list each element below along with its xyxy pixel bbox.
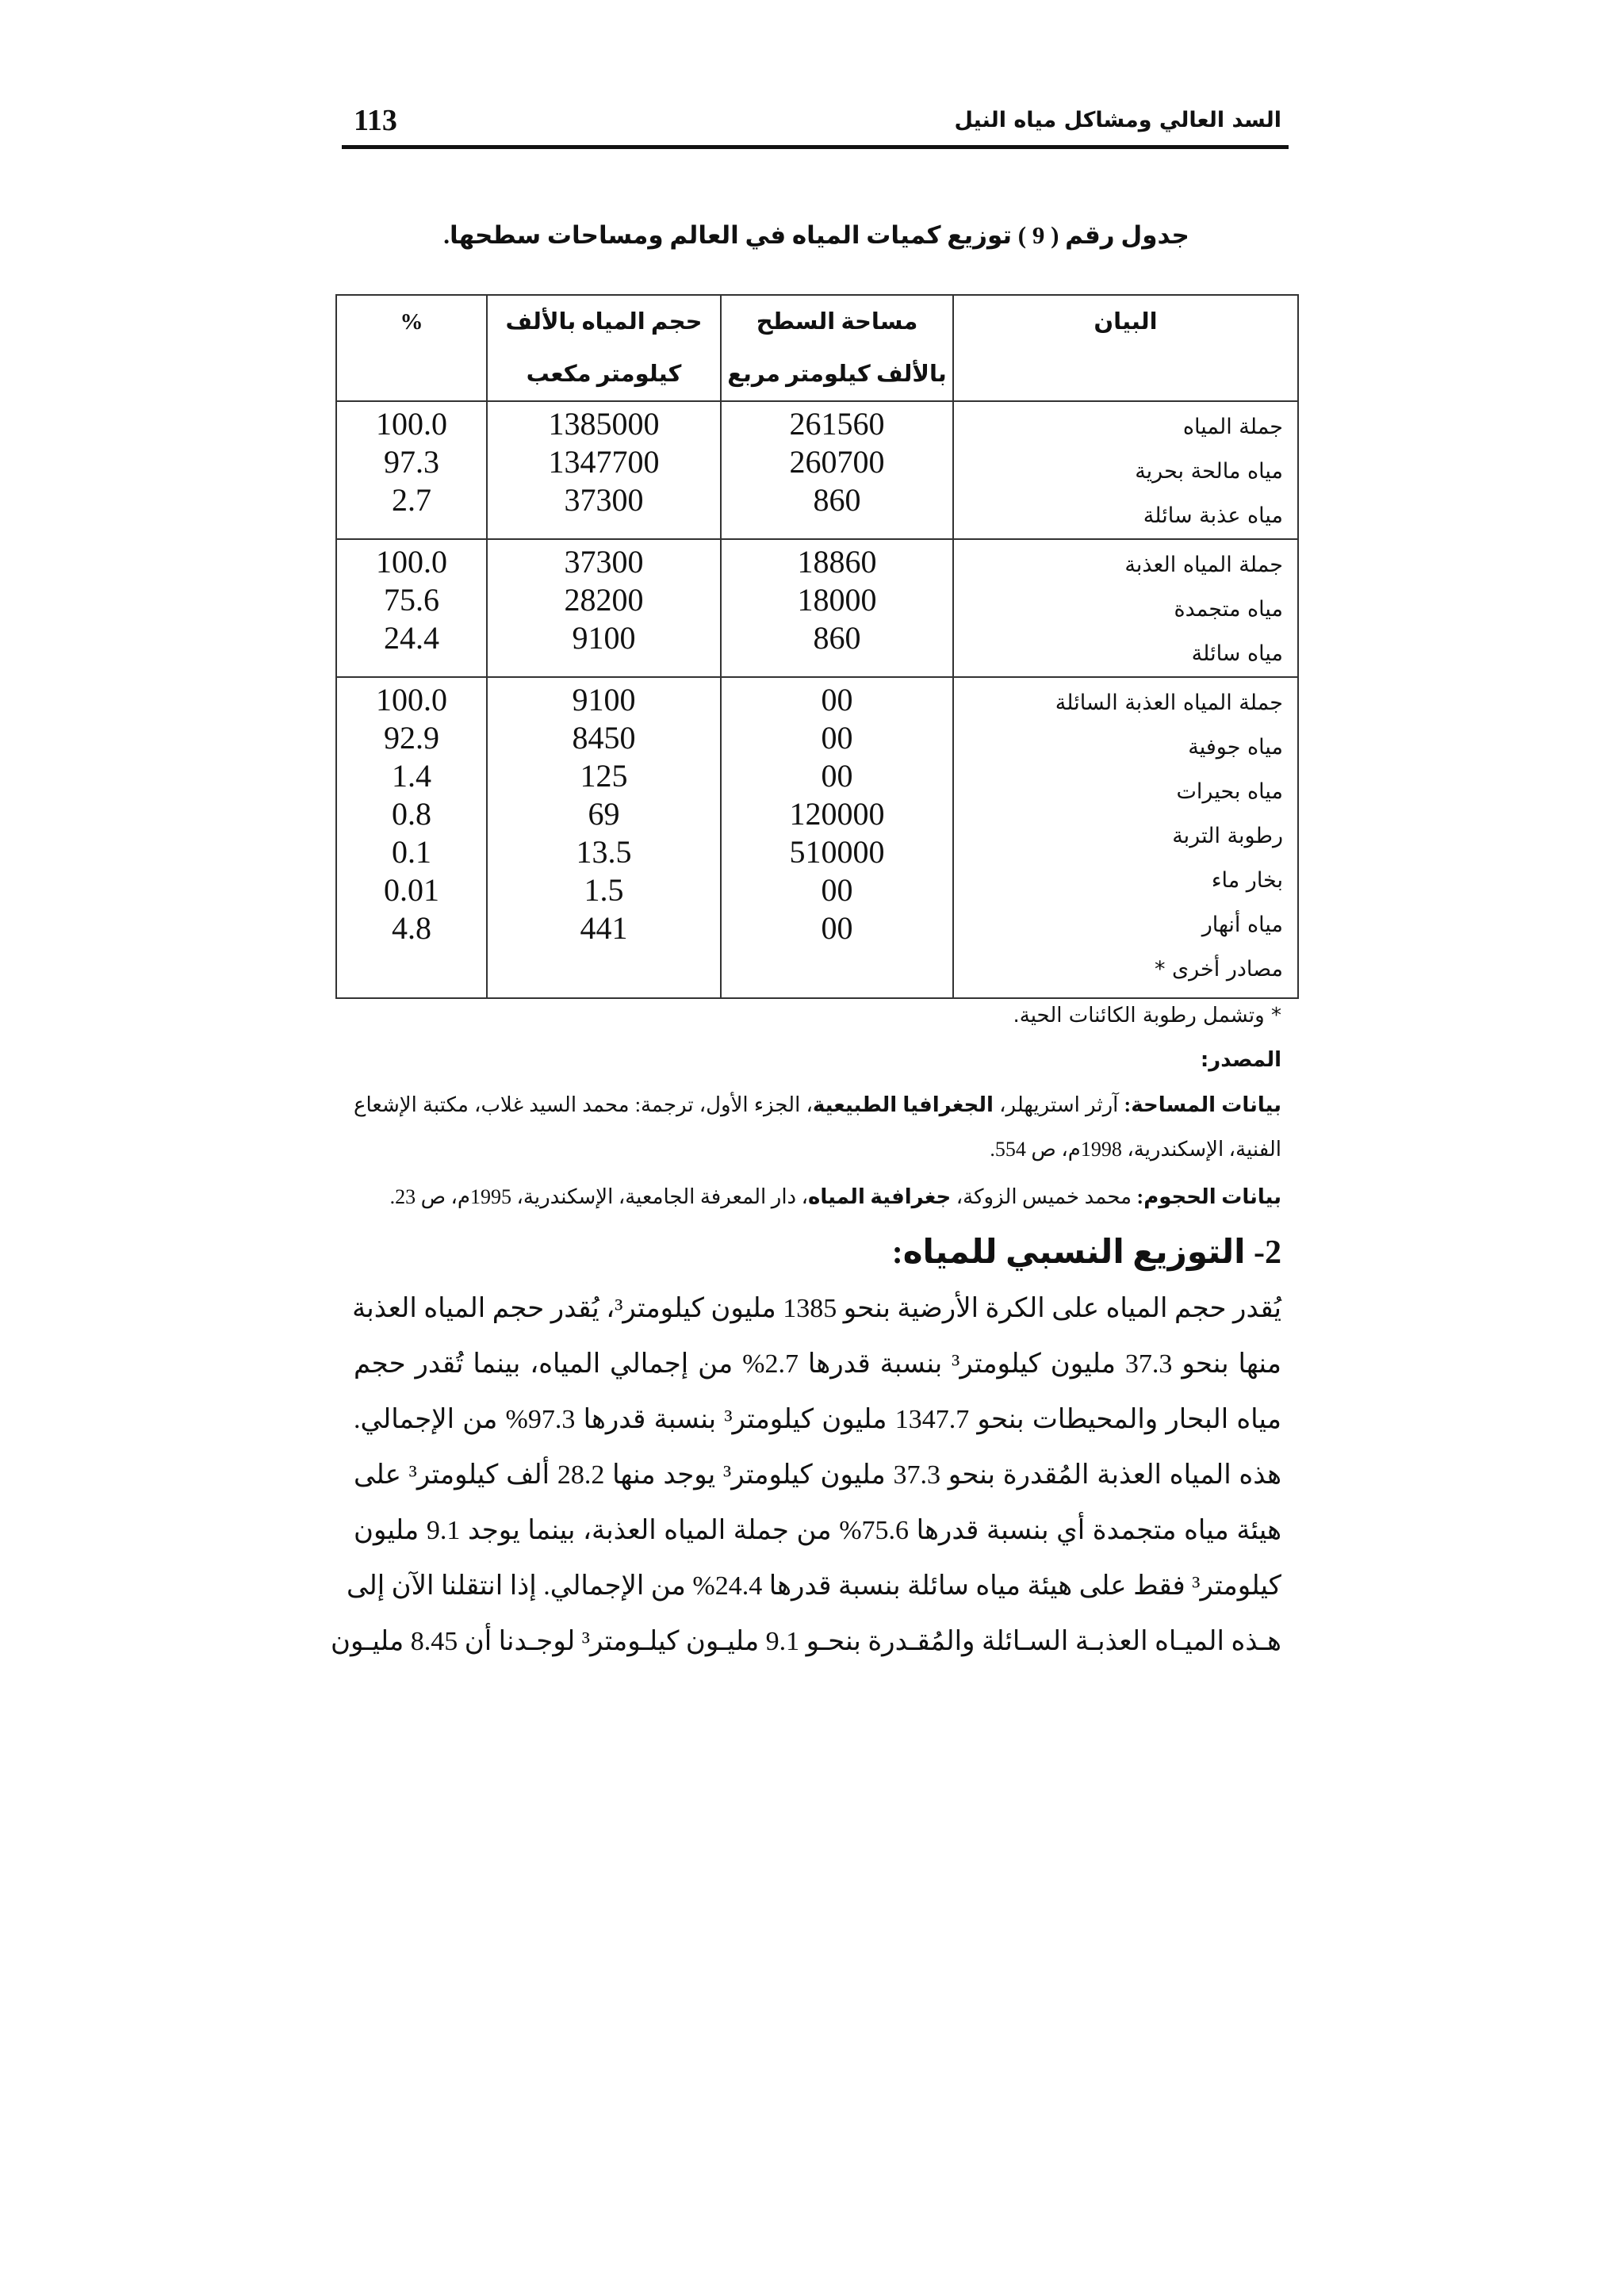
column-header-percent <box>336 295 487 401</box>
water-volume-value: 28200 <box>564 582 644 618</box>
surface-area-value: 860 <box>813 482 861 518</box>
percent-value: 1.4 <box>392 758 431 794</box>
paragraph-line: مياه البحار والمحيطات بنحو 1347.7 مليون كيلومتر³ بنسبة قدرها 97.3% من الإجمالي. <box>354 1405 1282 1434</box>
water-volume-value: 125 <box>580 758 628 794</box>
surface-area-value: 120000 <box>789 796 885 832</box>
source-volume-author: محمد خميس الزوكة، <box>951 1185 1137 1208</box>
surface-area-cell <box>721 401 953 539</box>
percent-value: 92.9 <box>384 720 439 756</box>
percent-value: 100.0 <box>376 406 447 442</box>
surface-area-cell <box>721 677 953 998</box>
percent-value: 0.01 <box>384 872 439 908</box>
row-label: جملة المياه <box>1182 415 1283 439</box>
row-label: مياه عذبة سائلة <box>1143 503 1283 528</box>
row-label: مصادر أخرى * <box>1154 957 1283 982</box>
row-label: مياه سائلة <box>1191 641 1283 666</box>
percent-value: 100.0 <box>376 682 447 718</box>
table-group-2 <box>336 539 1298 677</box>
surface-area-value: 260700 <box>789 444 885 480</box>
table-body <box>336 401 1298 998</box>
water-volume-value: 441 <box>580 910 628 946</box>
surface-area-value: 00 <box>821 872 853 908</box>
water-distribution-table <box>335 294 1299 999</box>
column-header-water-volume-line2: كيلومتر مكعب <box>526 362 682 387</box>
row-label: مياه مالحة بحرية <box>1135 459 1283 484</box>
column-header-item-line1: البيان <box>1094 309 1158 335</box>
surface-area-value: 00 <box>821 758 853 794</box>
source-volume-title: جغرافية المياه <box>808 1185 952 1208</box>
water-volume-value: 9100 <box>572 620 636 656</box>
column-header-surface-area-line2: بالألف كيلومتر مربع <box>727 362 947 387</box>
source-area-continuation: الفنية، الإسكندرية، 1998م، ص 554. <box>990 1138 1281 1161</box>
water-volume-value: 1347700 <box>548 444 660 480</box>
water-volume-value: 37300 <box>564 544 644 580</box>
column-header-water-volume <box>487 295 721 401</box>
body-paragraph <box>331 1281 1282 1670</box>
percent-cell <box>336 539 487 677</box>
source-area-title: الجغرافيا الطبيعية <box>812 1093 994 1116</box>
running-title: السد العالي ومشاكل مياه النيل <box>954 108 1281 132</box>
percent-value: 97.3 <box>384 444 439 480</box>
water-volume-value: 13.5 <box>576 834 632 870</box>
table-group-1 <box>336 401 1298 539</box>
header-rule <box>342 145 1289 149</box>
row-label: بخار ماء <box>1211 868 1283 893</box>
row-label: مياه متجمدة <box>1174 597 1283 622</box>
percent-value: 24.4 <box>384 620 439 656</box>
water-volume-value: 8450 <box>572 720 636 756</box>
section-heading: 2- التوزيع النسبي للمياه: <box>891 1234 1281 1271</box>
surface-area-value: 261560 <box>789 406 885 442</box>
surface-area-value: 00 <box>821 910 853 946</box>
percent-value: 4.8 <box>392 910 431 946</box>
percent-value: 2.7 <box>392 482 431 518</box>
row-label: جملة المياه العذبة <box>1124 553 1283 577</box>
labels-cell <box>953 401 1298 539</box>
table-footnote: * وتشمل رطوبة الكائنات الحية. <box>1013 1004 1281 1027</box>
paragraph-line: هيئة مياه متجمدة أي بنسبة قدرها 75.6% من جملة المياه العذبة، بينما يوجد 9.1 مليون <box>354 1516 1282 1545</box>
surface-area-value: 18860 <box>797 544 877 580</box>
labels-cell <box>953 539 1298 677</box>
percent-value: 100.0 <box>376 544 447 580</box>
surface-area-value: 18000 <box>797 582 877 618</box>
column-header-item <box>953 295 1298 401</box>
source-area-label: بيانات المساحة: <box>1124 1093 1281 1116</box>
paragraph-line: يُقدر حجم المياه على الكرة الأرضية بنحو 1385 مليون كيلومتر³، يُقدر حجم المياه العذبة <box>352 1294 1281 1323</box>
row-label: جملة المياه العذبة السائلة <box>1055 691 1283 715</box>
column-header-percent-line1: % <box>400 309 423 335</box>
source-volume-label: بيانات الحجوم: <box>1136 1185 1281 1208</box>
percent-cell <box>336 677 487 998</box>
table-header-row <box>336 295 1298 401</box>
page-number: 113 <box>354 104 397 137</box>
water-volume-value: 69 <box>588 796 620 832</box>
water-volume-value: 1.5 <box>584 872 624 908</box>
water-volume-value: 1385000 <box>548 406 660 442</box>
water-volume-value: 37300 <box>564 482 644 518</box>
row-label: مياه جوفية <box>1188 735 1283 760</box>
surface-area-value: 00 <box>821 682 853 718</box>
source-volume-rest: ، دار المعرفة الجامعية، الإسكندرية، 1995م، ص 23. <box>389 1185 809 1208</box>
row-label: مياه بحيرات <box>1176 779 1283 804</box>
paragraph-line: هذه المياه العذبة المُقدرة بنحو 37.3 مليون كيلومتر³ يوجد منها 28.2 ألف كيلومتر³ على <box>354 1460 1281 1490</box>
source-area-line <box>354 1089 1281 1121</box>
water-volume-value: 9100 <box>572 682 636 718</box>
labels-cell <box>953 677 1298 998</box>
percent-cell <box>336 401 487 539</box>
column-header-surface-area <box>721 295 953 401</box>
percent-value: 0.8 <box>392 796 431 832</box>
paragraph-line: هـذه الميـاه العذبـة السـائلة والمُقـدرة بنحـو 9.1 مليـون كيلـومتر³ لوجـدنا أن 8.45 مليـون <box>331 1627 1281 1656</box>
column-header-surface-area-line1: مساحة السطح <box>756 309 918 335</box>
source-volume-line <box>354 1181 1281 1213</box>
percent-value: 75.6 <box>384 582 439 618</box>
surface-area-value: 00 <box>821 720 853 756</box>
surface-area-value: 860 <box>813 620 861 656</box>
row-label: رطوبة التربة <box>1172 824 1283 848</box>
paragraph-line: كيلومتر³ فقط على هيئة مياه سائلة بنسبة قدرها 24.4% من الإجمالي. إذا انتقلنا الآن إلى <box>347 1571 1281 1601</box>
paragraph-line: منها بنحو 37.3 مليون كيلومتر³ بنسبة قدرها 2.7% من إجمالي المياه، بينما تُقدر حجم <box>354 1349 1281 1379</box>
column-header-water-volume-line1: حجم المياه بالألف <box>505 309 703 335</box>
percent-value: 0.1 <box>392 834 431 870</box>
water-volume-cell <box>487 677 721 998</box>
source-area-author: آرثر استريهلر، <box>993 1093 1124 1116</box>
water-volume-cell <box>487 539 721 677</box>
source-heading: المصدر: <box>1200 1048 1281 1072</box>
source-area-rest: ، الجزء الأول، ترجمة: محمد السيد غلاب، مكتبة الإشعاع <box>354 1093 813 1116</box>
water-volume-cell <box>487 401 721 539</box>
row-label: مياه أنهار <box>1201 913 1283 937</box>
surface-area-cell <box>721 539 953 677</box>
table-group-3 <box>336 677 1298 998</box>
table-caption: جدول رقم ( 9 ) توزيع كميات المياه في العالم ومساحات سطحها. <box>443 221 1189 249</box>
surface-area-value: 510000 <box>789 834 885 870</box>
